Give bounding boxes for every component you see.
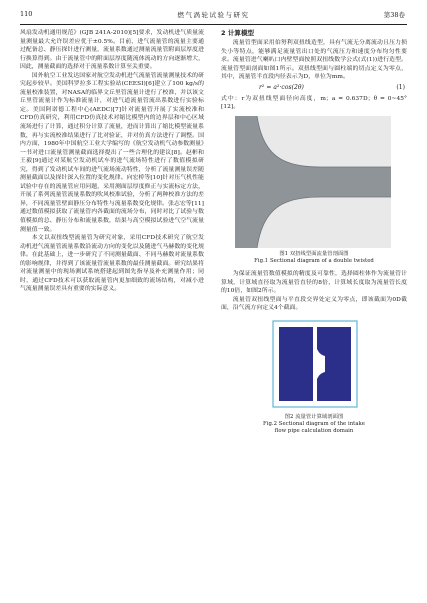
paragraph-intro-1: 风扇发动机通用规范》(GJB 241A-2010)[5]要求，发动机进气质量流量测量最大允许误差应优于±0.5%。目前，进气流量管的流量主要通过配备总、静压探针进行测量，流量系数通过测量流量管附面层厚度进行换算得到。由于流量管中的附面层厚度随流体流动的方向逐渐增大，因此，测量截面的选择对于流量系数计算至关重要。 <box>20 30 204 71</box>
figure-2-caption-en-1: Fig.2 Sectional diagram of the intake <box>263 421 365 428</box>
figure-2-caption <box>221 414 407 436</box>
paragraph-intro-2: 国外航空工业发达国家对航空发动机进气流量管流量测量技术的研究起步较早。美国科罗拉多工程实验站(CEESI)[6]建立了100 kg/s的流量校准装置，对NASA的临界文丘里管流量计进行了校准，并以该文丘里管流量计作为标准流量计，对进气道流量管流出系数进行实验标定。美国阿诺德工程中心(AEDC)[7]针对流量管开展了实流校准和CFD仿真研究，利用CFD仿真技术对缩比模型内的边界层和中心区域流场进行了计算，通过积分计算了流量，进而计算出了缩比模型流量系数，再与实流校准结果进行了比对验证，并对仿真方法进行了调整。国内方面，1980年中国航空工业大学编写的《航空发动机气动参数测量》一书对进口流量管测量截面选择提出了一些合理化的建议[8]。赵彬和王毅[9]通过对某航空发动机试车的进气流场特性进行了数值模拟研究，得到了发动机试车间的进气流场流动特性，分析了流量测量误差随测量截面以及探针深入位置的变化规律。向宏桥等[10]针对压气机性能试验中存在的流量管应用问题，采用测面层厚度修正与实流标定方法，开展了系列流量管流量系数的吹风校准试验，分析了两种校准方法的差异，不同流量管壁面静压分布特性与流量系数变化规律。张志宏等[11]通过数值模拟获取了流量管内各截面的流场分布，同时对比了试验与数值模拟的总、静压分布和流量系数，结果与高空模拟试验进气空气流量测量值一致。 <box>20 72 204 233</box>
page-header <box>0 0 427 28</box>
volume-label: 第38卷 <box>383 11 405 19</box>
left-column <box>20 29 204 294</box>
paragraph-domain: 为保证流量管数值模拟的精度及可靠性，选择圆柱体作为流量管计算域，计算域直径取为流量管直径的8倍，计算域长度取为流量管长度的10倍，如图2所示。 <box>221 271 407 295</box>
figure-1 <box>221 116 407 267</box>
figure-1-caption-en: Fig.1 Sectional diagram of a double twisted <box>254 258 374 265</box>
equation-number: (1) <box>396 83 405 91</box>
figure-1-image <box>235 116 391 248</box>
section-title: 2 计算模型 <box>221 29 255 37</box>
paragraph-equation-note: 式中：r为双扭线型面径向高度，m；a = 0.637D；θ = 0~45°[12]。 <box>221 95 407 111</box>
figure-2-caption-en-2: flow pipe calculation domain <box>274 428 354 435</box>
paragraph-model: 流量管型面采用伯努利双扭线造型，具有气流无分离流动且压力损失小等特点，能够满足流量管出口处的气流压力和速度分布均匀性要求。流量管进气喇叭口内壁型面按照双扭线数学公式(式(1))进行造型。流量管型面剖面如图1所示。双扭线型面与圆柱端的切点定义为零点，其中，流量管半直段内径表示为D，单位为mm。 <box>221 40 407 81</box>
paragraph-sections: 流量管双扭线型面与平直段交界处定义为零点，即该截面为0D截面，沿气流方向定义4个截面。 <box>221 296 407 312</box>
figure-2 <box>221 319 407 412</box>
equation-1 <box>221 84 407 94</box>
figure-2-image <box>269 319 361 411</box>
figure-1-caption-cn: 图1 双扭线型面流量管剖面图 <box>279 250 349 257</box>
paragraph-intro-3: 本文以双扭线型流量管为研究对象，采用CFD技术研究了航空发动机进气流量管流量系数沿流动方向的变化以及随进气马赫数的变化规律。在此基础上，进一步研究了不同测量截面、不同马赫数对流量系数的影响规律，并得到了该流量管流量系数的最佳测量截面。研究结果将对流量测量中的现场测试系统搭建起到图先指导及补充测量作用；同时，通过CFD技术可以获取流量管内更加细致的流场结构，对减小进气流量测量误差具有重要的实际意义。 <box>20 235 204 293</box>
journal-title: 燃气涡轮试验与研究 <box>177 11 250 19</box>
equation-body: r² = a²·cos(2θ) <box>259 83 304 91</box>
page-number: 110 <box>20 10 33 18</box>
figure-2-caption-cn: 图2 流量管计算域剖面图 <box>284 413 344 420</box>
header-rule <box>20 24 407 25</box>
right-column <box>221 29 407 436</box>
